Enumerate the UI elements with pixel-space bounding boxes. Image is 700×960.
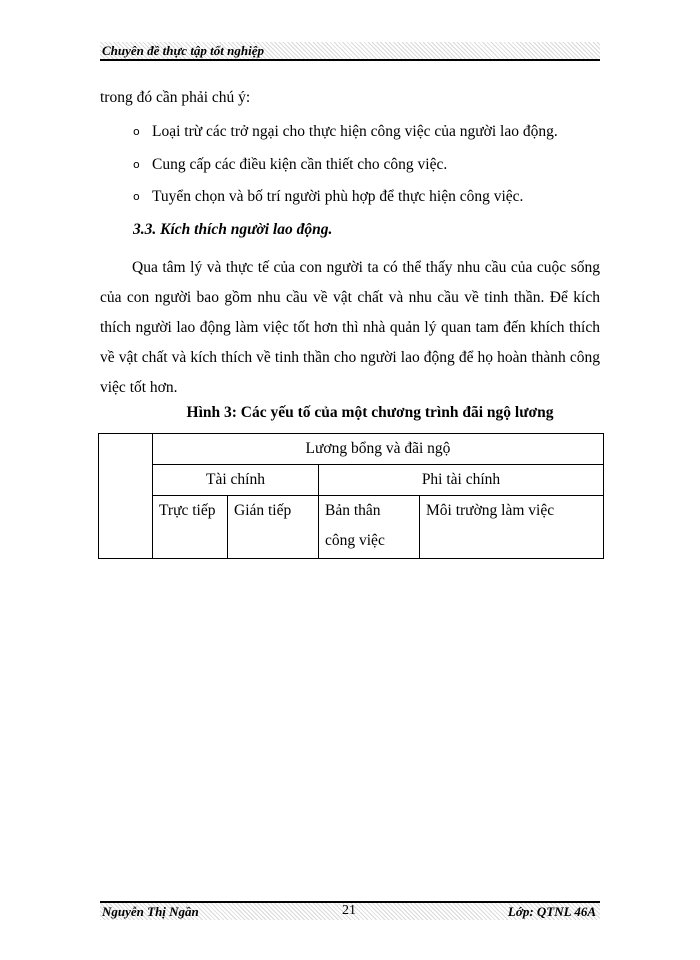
bullet-item: Loại trừ các trở ngại cho thực hiện công việc của người lao động. [152, 123, 558, 140]
cell-indirect: Gián tiếp [228, 496, 319, 559]
section-heading: 3.3. Kích thích người lao động. [133, 221, 333, 238]
bullet-item: Tuyển chọn và bố trí người phù hợp để thực hiện công việc. [152, 188, 524, 205]
page-header [100, 42, 600, 61]
group-cell-nonfinancial: Phi tài chính [319, 465, 604, 496]
bullet-marker: o [133, 125, 140, 138]
top-header-cell: Lương bổng và đãi ngộ [153, 434, 604, 465]
footer-class: Lớp: QTNL 46A [507, 904, 596, 919]
empty-side-cell [99, 434, 153, 559]
section-paragraph: Qua tâm lý và thực tế của con người ta có thể thấy nhu cầu của cuộc sống của con người bao gồm nhu cầu về vật chất và nhu cầu về tinh thần. Để kích thích người lao động làm việc tốt hơn thì nhà quản lý quan tam đến khích thích về vật chất và kích thích về tinh thần cho người lao động để họ hoàn thành công việc tốt hơn. [100, 259, 600, 396]
header-title: Chuyên đề thực tập tốt nghiệp [102, 43, 264, 58]
cell-work-environment: Môi trường làm việc [420, 496, 604, 559]
bullet-marker: o [133, 190, 140, 203]
cell-direct: Trực tiếp [153, 496, 228, 559]
footer-author: Nguyễn Thị Ngần [102, 904, 199, 919]
page-footer [100, 901, 600, 920]
group-cell-financial: Tài chính [153, 465, 319, 496]
figure-caption: Hình 3: Các yếu tố của một chương trình đãi ngộ lương [186, 404, 554, 421]
bullet-item: Cung cấp các điều kiện cần thiết cho công việc. [152, 156, 448, 173]
cell-job-itself: Bản thân công việc [319, 496, 420, 559]
page-number: 21 [342, 903, 356, 918]
figure-table [98, 433, 604, 559]
bullet-marker: o [133, 158, 140, 171]
intro-text: trong đó cần phải chú ý: [100, 89, 251, 106]
